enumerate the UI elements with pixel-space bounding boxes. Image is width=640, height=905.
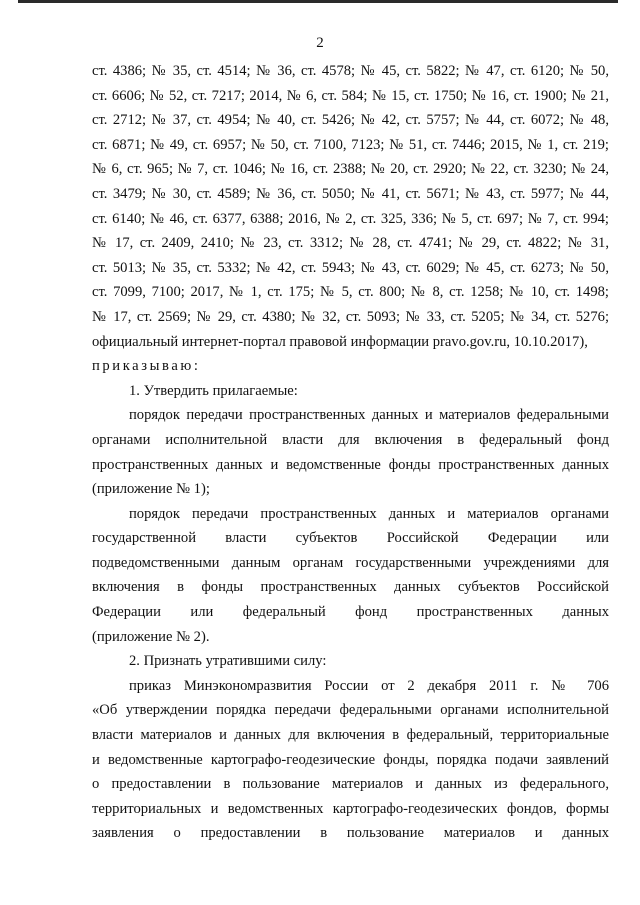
paragraph-line-end: (приложение № 1);: [92, 481, 210, 498]
paragraph-line: порядок передачи пространственных данных и материалов органами: [129, 505, 609, 522]
paragraph-line: пространственных данных и ведомственные фонды пространственных данных: [92, 456, 609, 473]
citation-line: ст. 5013; № 35, ст. 5332; № 42, ст. 5943; № 43, ст. 6029; № 45, ст. 6273; № 50,: [92, 259, 609, 276]
scan-top-edge: [18, 0, 618, 3]
paragraph-line: Федерации или федеральный фонд пространственных данных: [92, 604, 609, 621]
paragraph-line-end: (приложение № 2).: [92, 628, 210, 645]
paragraph-line: территориальных и ведомственных картографо-геодезических фондов, формы: [92, 800, 609, 817]
paragraph-line: и ведомственные картографо-геодезические фонды, порядка подачи заявлений: [92, 751, 609, 768]
citation-line: ст. 6606; № 52, ст. 7217; 2014, № 6, ст. 584; № 15, ст. 1750; № 16, ст. 1900; № 21,: [92, 87, 609, 104]
paragraph-line: о предоставлении в пользование материалов и данных из федерального,: [92, 776, 609, 793]
item1-heading: [92, 379, 609, 404]
order-word-text: приказываю:: [92, 358, 201, 375]
item2-heading: [92, 649, 609, 674]
paragraph-line: органами исполнительной власти для включения в федеральный фонд: [92, 431, 609, 448]
item1-heading-text: 1. Утвердить прилагаемые:: [129, 382, 298, 399]
citation-line: № 17, ст. 2409, 2410; № 23, ст. 3312; № 28, ст. 4741; № 29, ст. 4822; № 31,: [92, 235, 609, 252]
item1-paragraph2: [92, 502, 609, 650]
document-body: [92, 59, 609, 846]
paragraph-line: порядок передачи пространственных данных и материалов федеральными: [129, 407, 609, 424]
citation-line: ст. 6871; № 49, ст. 6957; № 50, ст. 7100, 7123; № 51, ст. 7446; 2015, № 1, ст. 219;: [92, 136, 609, 153]
paragraph-line: государственной власти субъектов Российской Федерации или: [92, 530, 609, 547]
paragraph-line: включения в фонды пространственных данных субъектов Российской: [92, 579, 609, 596]
citation-line: № 6, ст. 965; № 7, ст. 1046; № 16, ст. 2388; № 20, ст. 2920; № 22, ст. 3230; № 24,: [92, 161, 609, 178]
citation-line: ст. 7099, 7100; 2017, № 1, ст. 175; № 5, ст. 800; № 8, ст. 1258; № 10, ст. 1498;: [92, 284, 609, 301]
order-word: [92, 354, 609, 379]
paragraph-line: власти материалов и данных для включения в федеральный, территориальные: [92, 727, 609, 744]
citation-line: ст. 6140; № 46, ст. 6377, 6388; 2016, № 2, ст. 325, 336; № 5, ст. 697; № 7, ст. 994;: [92, 210, 609, 227]
item1-paragraph1: [92, 403, 609, 501]
citation-line-end: официальный интернет-портал правовой информации pravo.gov.ru, 10.10.2017),: [92, 333, 588, 350]
page-number: 2: [316, 35, 324, 51]
paragraph-line: приказ Минэкономразвития России от 2 декабря 2011 г. № 706: [129, 677, 609, 694]
paragraph-line: заявления о предоставлении в пользование материалов и данных: [92, 825, 609, 842]
item2-paragraph1: [92, 674, 609, 846]
citation-line: ст. 2712; № 37, ст. 4954; № 40, ст. 5426; № 42, ст. 5757; № 44, ст. 6072; № 48,: [92, 112, 609, 129]
citation-paragraph: [92, 59, 609, 354]
paragraph-line: подведомственными данным органам государственными учреждениями для: [92, 554, 609, 571]
paragraph-line: «Об утверждении порядка передачи федеральными органами исполнительной: [92, 702, 609, 719]
item2-heading-text: 2. Признать утратившими силу:: [129, 653, 327, 670]
citation-line: ст. 4386; № 35, ст. 4514; № 36, ст. 4578; № 45, ст. 5822; № 47, ст. 6120; № 50,: [92, 63, 609, 79]
citation-line: ст. 3479; № 30, ст. 4589; № 36, ст. 5050; № 41, ст. 5671; № 43, ст. 5977; № 44,: [92, 185, 609, 202]
citation-line: № 17, ст. 2569; № 29, ст. 4380; № 32, ст. 5093; № 33, ст. 5205; № 34, ст. 5276;: [92, 308, 609, 325]
